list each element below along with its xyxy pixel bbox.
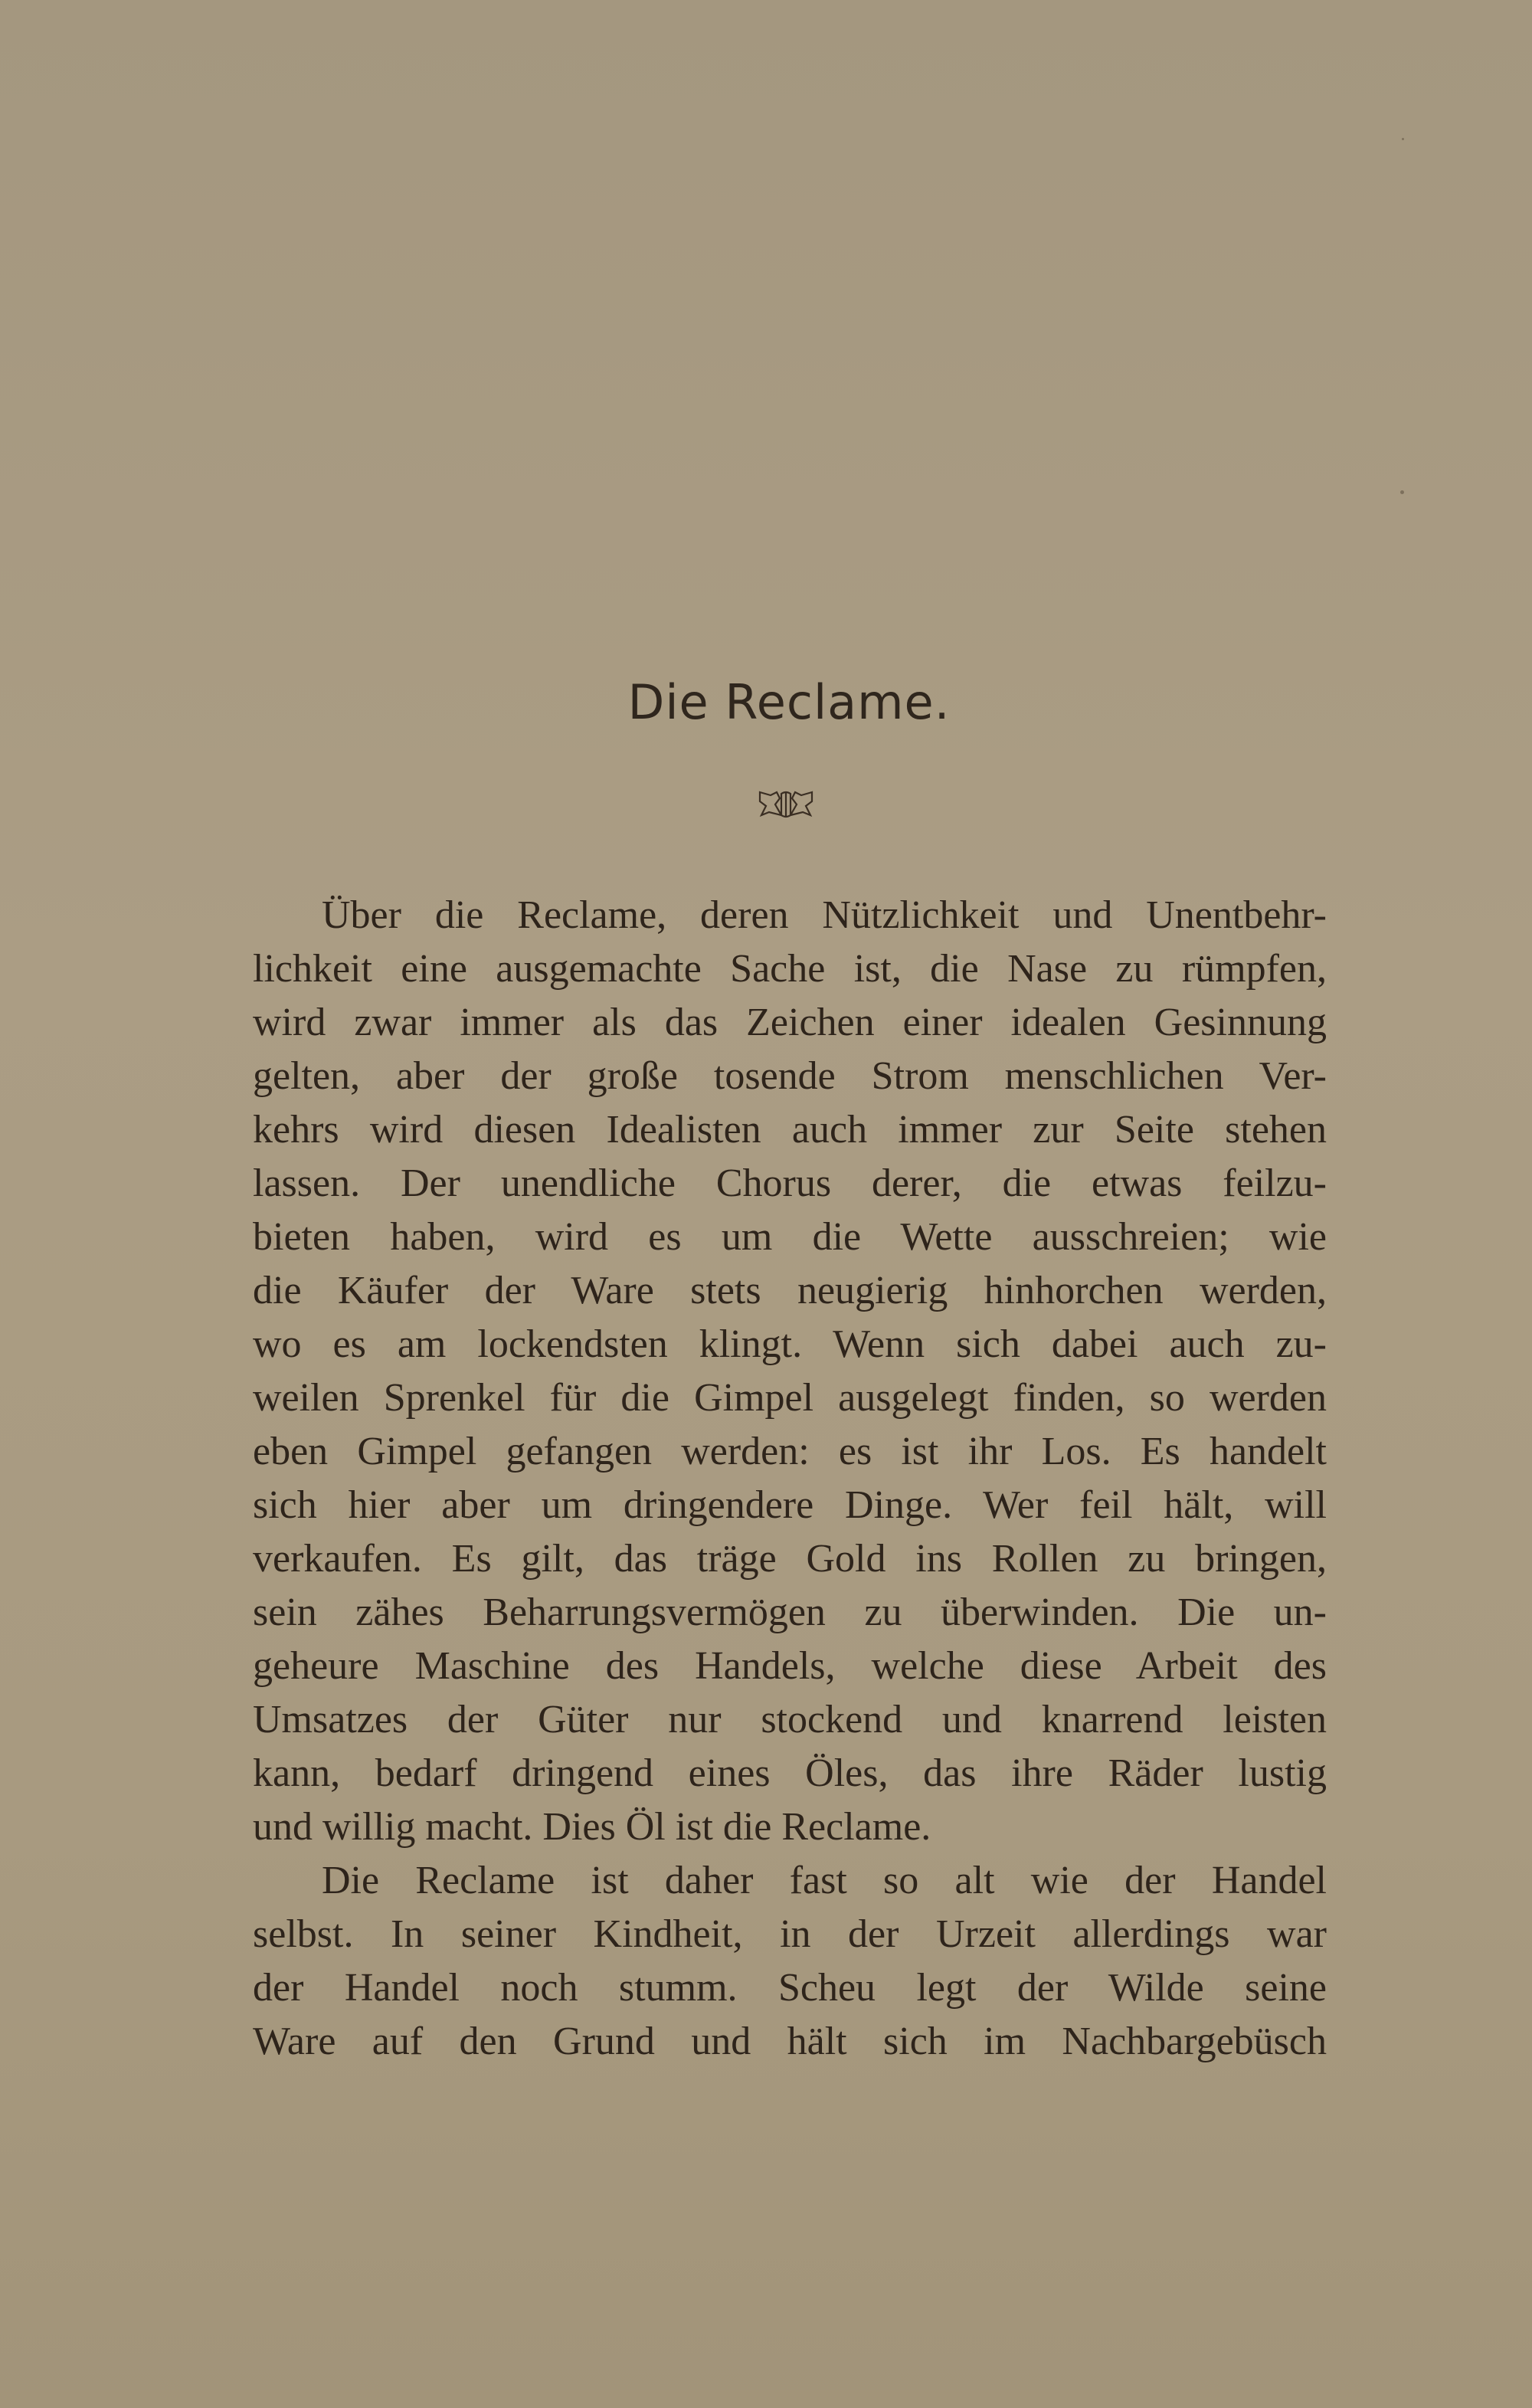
- text-line: sich hier aber um dringendere Dinge. Wer feil hält, will: [253, 1483, 1327, 1527]
- text-line: lassen. Der unendliche Chorus derer, die etwas feilzu-: [253, 1161, 1327, 1205]
- text-line: bieten haben, wird es um die Wette ausschreien; wie: [253, 1215, 1327, 1259]
- leaf-ornament-icon: [758, 789, 813, 818]
- text-line: gelten, aber der große tosende Strom menschlichen Ver-: [253, 1054, 1327, 1098]
- text-line: lichkeit eine ausgemachte Sache ist, die Nase zu rümpfen,: [253, 947, 1327, 991]
- text-line: geheure Maschine des Handels, welche diese Arbeit des: [253, 1644, 1327, 1688]
- text-line: der Handel noch stumm. Scheu legt der Wilde seine: [253, 1966, 1327, 2010]
- text-line: wo es am lockendsten klingt. Wenn sich dabei auch zu-: [253, 1322, 1327, 1366]
- text-line: kehrs wird diesen Idealisten auch immer zur Seite stehen: [253, 1108, 1327, 1152]
- text-line: sein zähes Beharrungsvermögen zu überwinden. Die un-: [253, 1591, 1327, 1634]
- text-line: selbst. In seiner Kindheit, in der Urzeit allerdings war: [253, 1912, 1327, 1956]
- text-line: Umsatzes der Güter nur stockend und knarrend leisten: [253, 1698, 1327, 1741]
- text-line: weilen Sprenkel für die Gimpel ausgelegt finden, so werden: [253, 1376, 1327, 1420]
- text-line: kann, bedarf dringend eines Öles, das ihre Räder lustig: [253, 1751, 1327, 1795]
- paper-speck: [1402, 138, 1404, 140]
- text-line: Über die Reclame, deren Nützlichkeit und Unentbehr-: [322, 893, 1327, 937]
- text-line: verkaufen. Es gilt, das träge Gold ins Rollen zu bringen,: [253, 1537, 1327, 1581]
- text-line: die Käufer der Ware stets neugierig hinhorchen werden,: [253, 1269, 1327, 1312]
- text-line: Die Reclame ist daher fast so alt wie der Handel: [322, 1859, 1327, 1902]
- body-text: [253, 889, 1327, 2069]
- paper-speck: [1400, 490, 1404, 494]
- text-line: eben Gimpel gefangen werden: es ist ihr Los. Es handelt: [253, 1430, 1327, 1473]
- text-line: und willig macht. Dies Öl ist die Reclame.: [253, 1805, 931, 1849]
- chapter-title: Die Reclame.: [627, 674, 951, 730]
- text-line: wird zwar immer als das Zeichen einer idealen Gesinnung: [253, 1001, 1327, 1044]
- text-line: Ware auf den Grund und hält sich im Nachbargebüsch: [253, 2020, 1327, 2063]
